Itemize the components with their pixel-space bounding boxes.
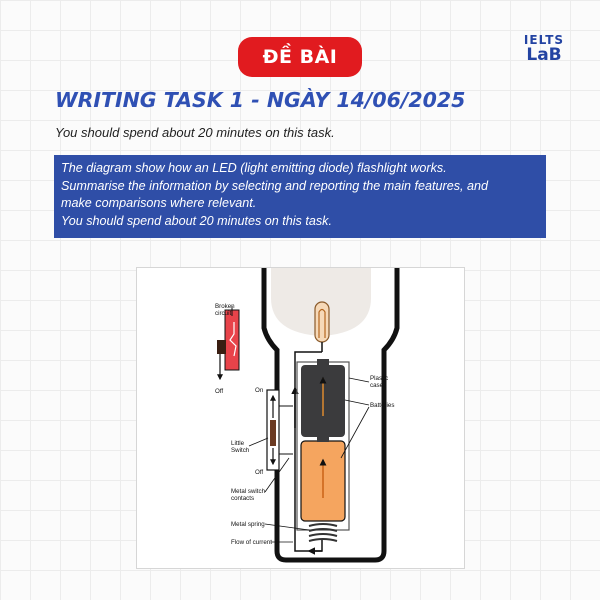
page-title: WRITING TASK 1 - NGÀY 14/06/2025	[55, 88, 466, 112]
task-prompt-box	[54, 155, 546, 238]
prompt-line: You should spend about 20 minutes on this task.	[61, 213, 332, 228]
metal-spring	[309, 524, 337, 541]
ielts-lab-logo	[519, 33, 569, 67]
label-flow-of-current: Flow of current	[231, 539, 272, 546]
prompt-line: The diagram show how an LED (light emitting diode) flashlight works.	[61, 161, 447, 175]
label-little-switch: Switch	[231, 447, 250, 454]
label-metal-switch-contacts: contacts	[231, 495, 255, 502]
led	[315, 302, 329, 342]
broken-switch	[225, 310, 239, 370]
logo-line-1: IELTS	[523, 33, 565, 47]
label-little-switch: Little	[231, 440, 245, 447]
prompt-line: make comparisons where relevant.	[61, 196, 257, 210]
prompt-line: Summarise the information by selecting and reporting the main features, and	[61, 178, 489, 193]
label-plastic-case: case	[370, 382, 384, 389]
label-off-right: Off	[255, 469, 264, 476]
label-broken-circuit: circuit	[215, 310, 232, 317]
label-plastic-case: Plastic	[370, 375, 389, 382]
label-broken-circuit: Broken	[215, 303, 235, 310]
logo-line-2: LaB	[526, 45, 562, 65]
label-batteries: Batteries	[370, 402, 395, 409]
label-off-left: Off	[215, 388, 224, 395]
flashlight-diagram	[136, 267, 465, 569]
time-note: You should spend about 20 minutes on this task.	[55, 125, 335, 140]
de-bai-badge: ĐỀ BÀI	[238, 37, 362, 77]
label-metal-spring: Metal spring	[231, 521, 265, 528]
label-on: On	[255, 387, 264, 394]
label-metal-switch-contacts: Metal switch	[231, 488, 266, 495]
